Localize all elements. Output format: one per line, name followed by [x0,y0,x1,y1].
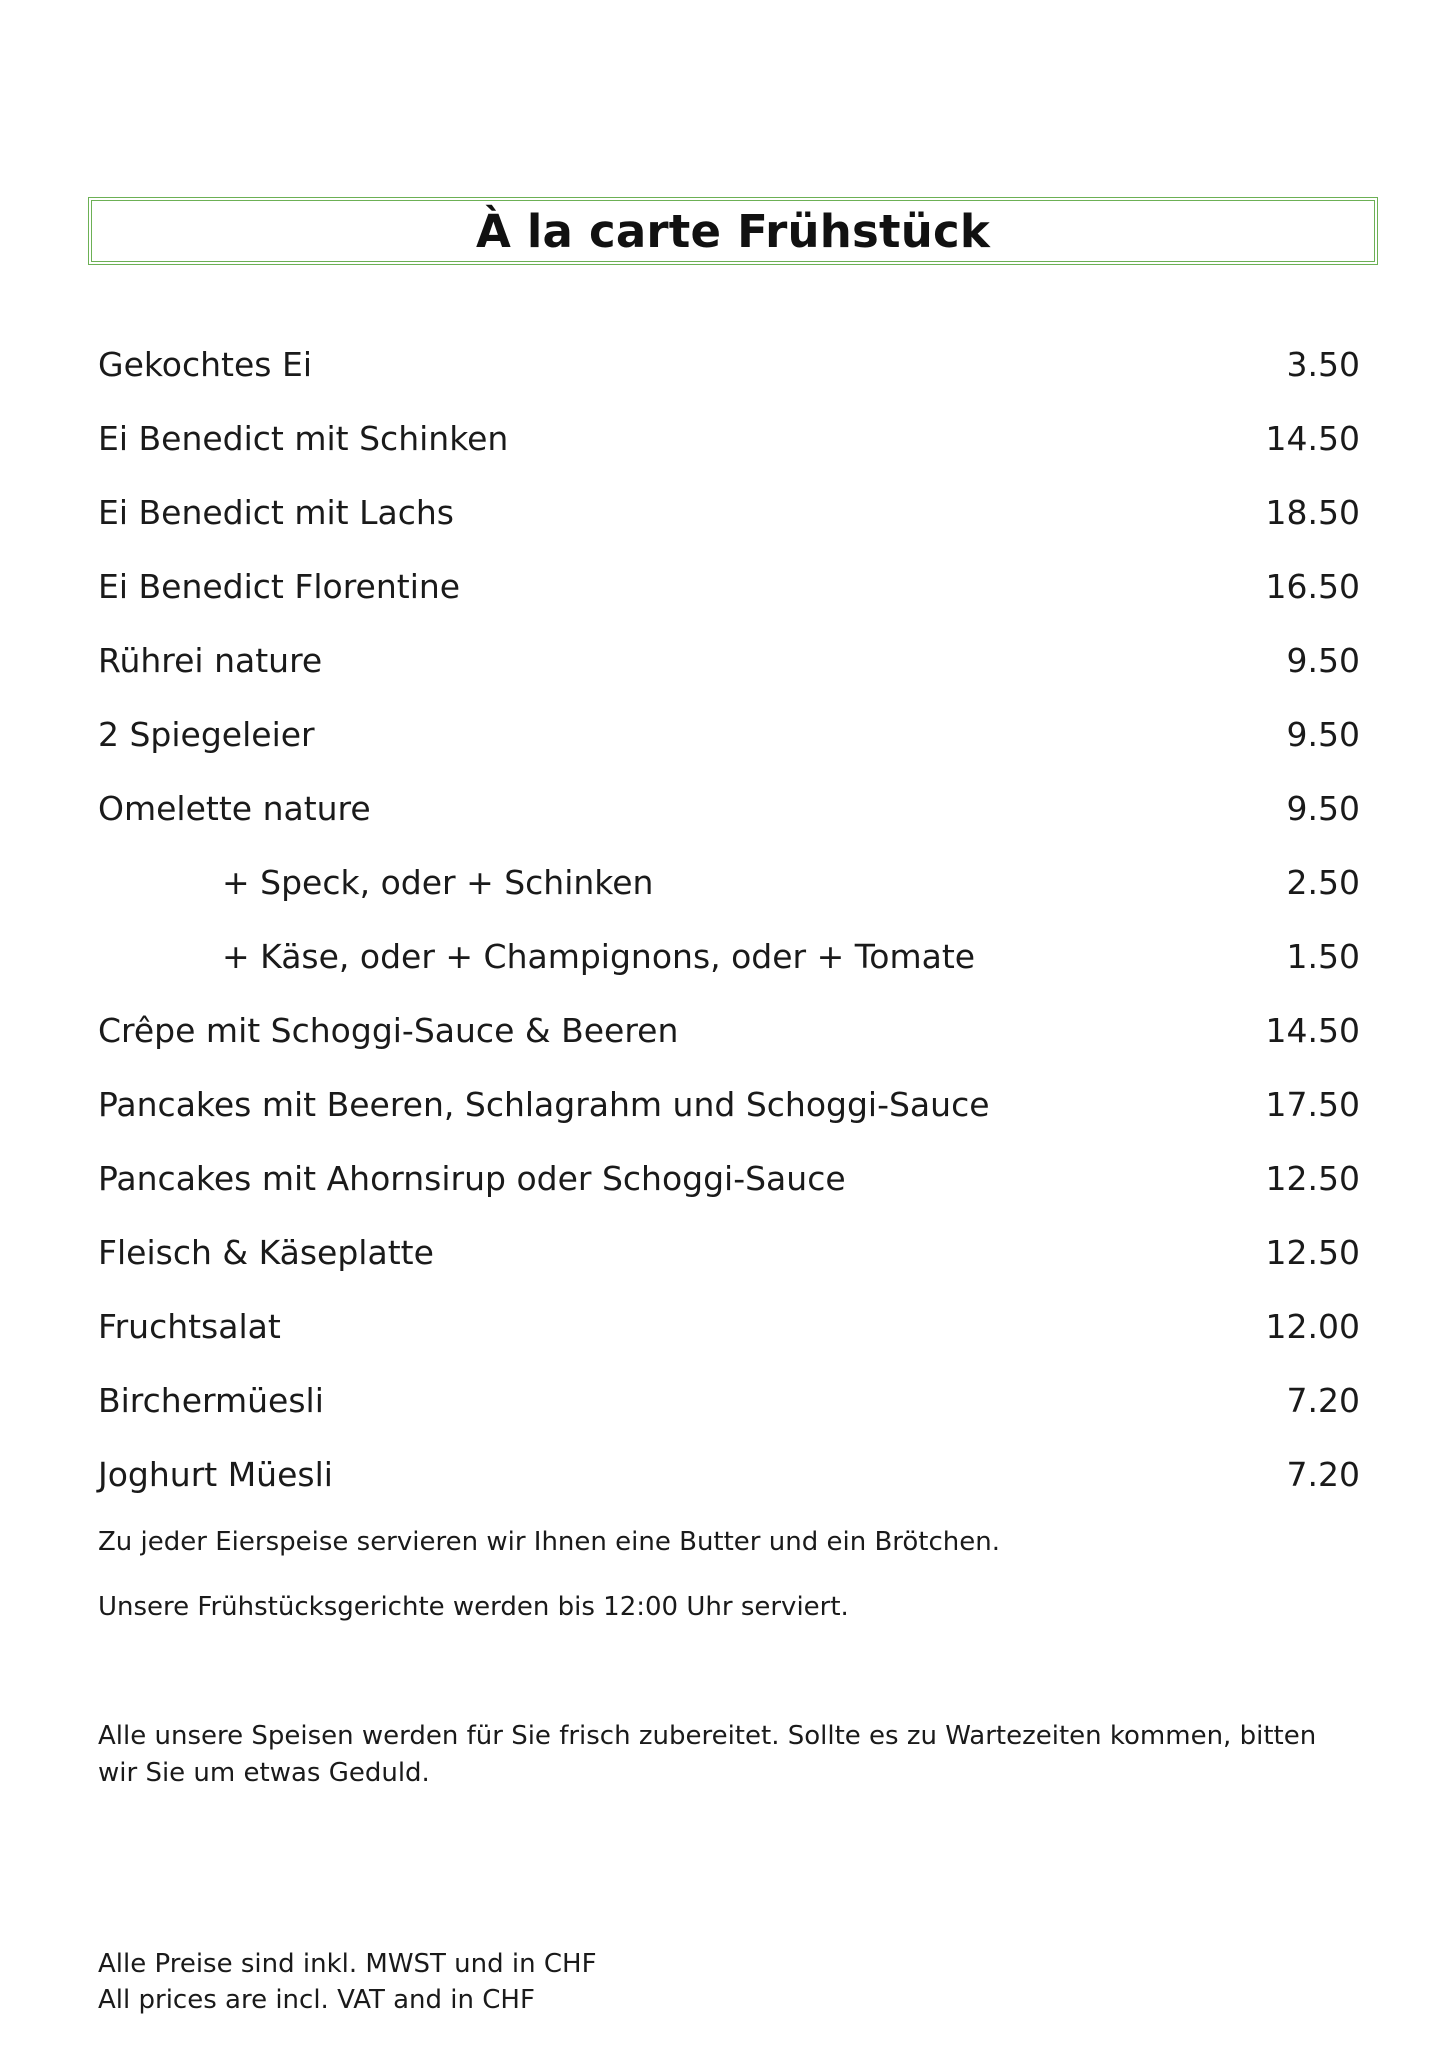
menu-item-price: 3.50 [1286,344,1360,384]
menu-item-price: 16.50 [1265,566,1360,606]
menu-item-row [98,327,1360,401]
menu-item-price: 9.50 [1286,640,1360,680]
menu-item-name: Pancakes mit Beeren, Schlagrahm und Schoggi-Sauce [98,1084,990,1124]
menu-item-row [98,623,1360,697]
menu-item-name: Fleisch & Käseplatte [98,1232,434,1272]
note-butter: Zu jeder Eierspeise servieren wir Ihnen eine Butter und ein Brötchen. [98,1527,1001,1557]
note-prices-en: All prices are incl. VAT and in CHF [98,1985,535,2015]
menu-item-name: Birchermüesli [98,1380,324,1420]
note-serving-time: Unsere Frühstücksgerichte werden bis 12:00 Uhr serviert. [98,1592,849,1622]
menu-item-name: Fruchtsalat [98,1306,281,1346]
menu-item-price: 7.20 [1286,1380,1360,1420]
note-fresh: Alle unsere Speisen werden für Sie frisch zubereitet. Sollte es zu Wartezeiten kommen, bitten wir Sie um etwas Geduld. [98,1721,1317,1788]
menu-item-row [98,993,1360,1067]
menu-item-row [98,1289,1360,1363]
menu-item-row [98,771,1360,845]
menu-item-name: + Speck, oder + Schinken [222,862,654,902]
menu-item-name: Rührei nature [98,640,323,680]
menu-item-price: 12.50 [1265,1158,1360,1198]
menu-item-name: Joghurt Müesli [98,1454,333,1494]
note-prices-de: Alle Preise sind inkl. MWST und in CHF [98,1949,597,1979]
menu-item-row [98,1141,1360,1215]
menu-item-name: 2 Spiegeleier [98,714,315,754]
menu-item-row [98,1363,1360,1437]
menu-item-name: Omelette nature [98,788,371,828]
menu-item-name: Ei Benedict mit Lachs [98,492,454,532]
menu-item-price: 18.50 [1265,492,1360,532]
menu-item-price: 12.00 [1265,1306,1360,1346]
page-title: À la carte Frühstück [476,204,990,258]
menu-item-row [98,549,1360,623]
menu-item-row [98,1067,1360,1141]
menu-item-price: 17.50 [1265,1084,1360,1124]
menu-item-price: 7.20 [1286,1454,1360,1494]
menu-item-name: Ei Benedict mit Schinken [98,418,509,458]
menu-item-price: 9.50 [1286,714,1360,754]
menu-item-row [98,697,1360,771]
menu-item-row [98,401,1360,475]
menu-item-row [98,1437,1360,1511]
menu-item-name: + Käse, oder + Champignons, oder + Tomate [222,936,976,976]
menu-addon-row [98,845,1360,919]
menu-item-name: Crêpe mit Schoggi-Sauce & Beeren [98,1010,679,1050]
menu-item-price: 1.50 [1286,936,1360,976]
menu-item-price: 14.50 [1265,418,1360,458]
menu-item-name: Gekochtes Ei [98,344,313,384]
menu-addon-row [98,919,1360,993]
title-box [88,197,1378,265]
menu-item-price: 9.50 [1286,788,1360,828]
menu-item-row [98,475,1360,549]
menu-item-price: 14.50 [1265,1010,1360,1050]
menu-item-row [98,1215,1360,1289]
menu-item-price: 2.50 [1286,862,1360,902]
menu-item-price: 12.50 [1265,1232,1360,1272]
menu-list [98,327,1360,1511]
menu-item-name: Pancakes mit Ahornsirup oder Schoggi-Sauce [98,1158,846,1198]
menu-item-name: Ei Benedict Florentine [98,566,461,606]
